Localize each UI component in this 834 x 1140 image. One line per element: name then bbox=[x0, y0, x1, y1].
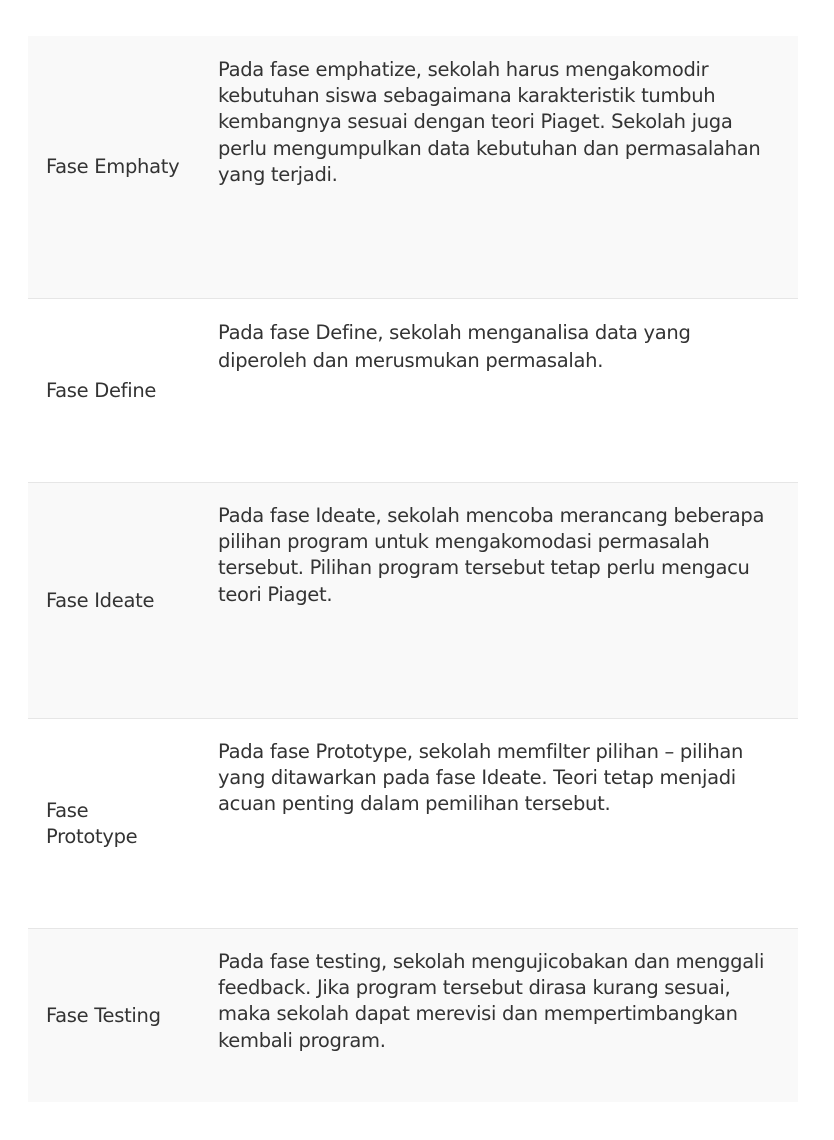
phase-description: Pada fase Define, sekolah menganalisa data yang diperoleh dan merusmukan permasalah. bbox=[218, 321, 691, 372]
phase-label: Fase Emphaty bbox=[46, 155, 180, 178]
phase-label: Fase Define bbox=[46, 378, 157, 402]
phase-description: Pada fase testing, sekolah mengujicobakan dan menggali feedback. Jika program tersebut dirasa kurang sesuai, maka sekolah dapat merevisi dan mempertimbangkan kembali program. bbox=[218, 950, 765, 1052]
table-row bbox=[28, 483, 798, 719]
table-row bbox=[28, 36, 798, 299]
design-thinking-table bbox=[28, 36, 798, 1102]
phase-label: Fase Prototype bbox=[46, 798, 138, 848]
phase-description: Pada fase Ideate, sekolah mencoba merancang beberapa pilihan program untuk mengakomodasi permasalah tersebut. Pilihan program tersebut tetap perlu mengacu teori Piaget. bbox=[218, 504, 765, 606]
phase-label: Fase Ideate bbox=[46, 588, 155, 612]
phase-description: Pada fase Prototype, sekolah memfilter pilihan – pilihan yang ditawarkan pada fase Ideate. Teori tetap menjadi acuan penting dalam pemilihan tersebut. bbox=[218, 740, 744, 816]
table-row bbox=[28, 719, 798, 929]
phase-description: Pada fase emphatize, sekolah harus mengakomodir kebutuhan siswa sebagaimana karakteristik tumbuh kembangnya sesuai dengan teori Piaget. Sekolah juga perlu mengumpulkan data kebutuhan dan permasalahan yang terjadi. bbox=[218, 58, 761, 186]
phase-label: Fase Testing bbox=[46, 1003, 161, 1027]
table-row bbox=[28, 299, 798, 483]
table-row bbox=[28, 929, 798, 1102]
